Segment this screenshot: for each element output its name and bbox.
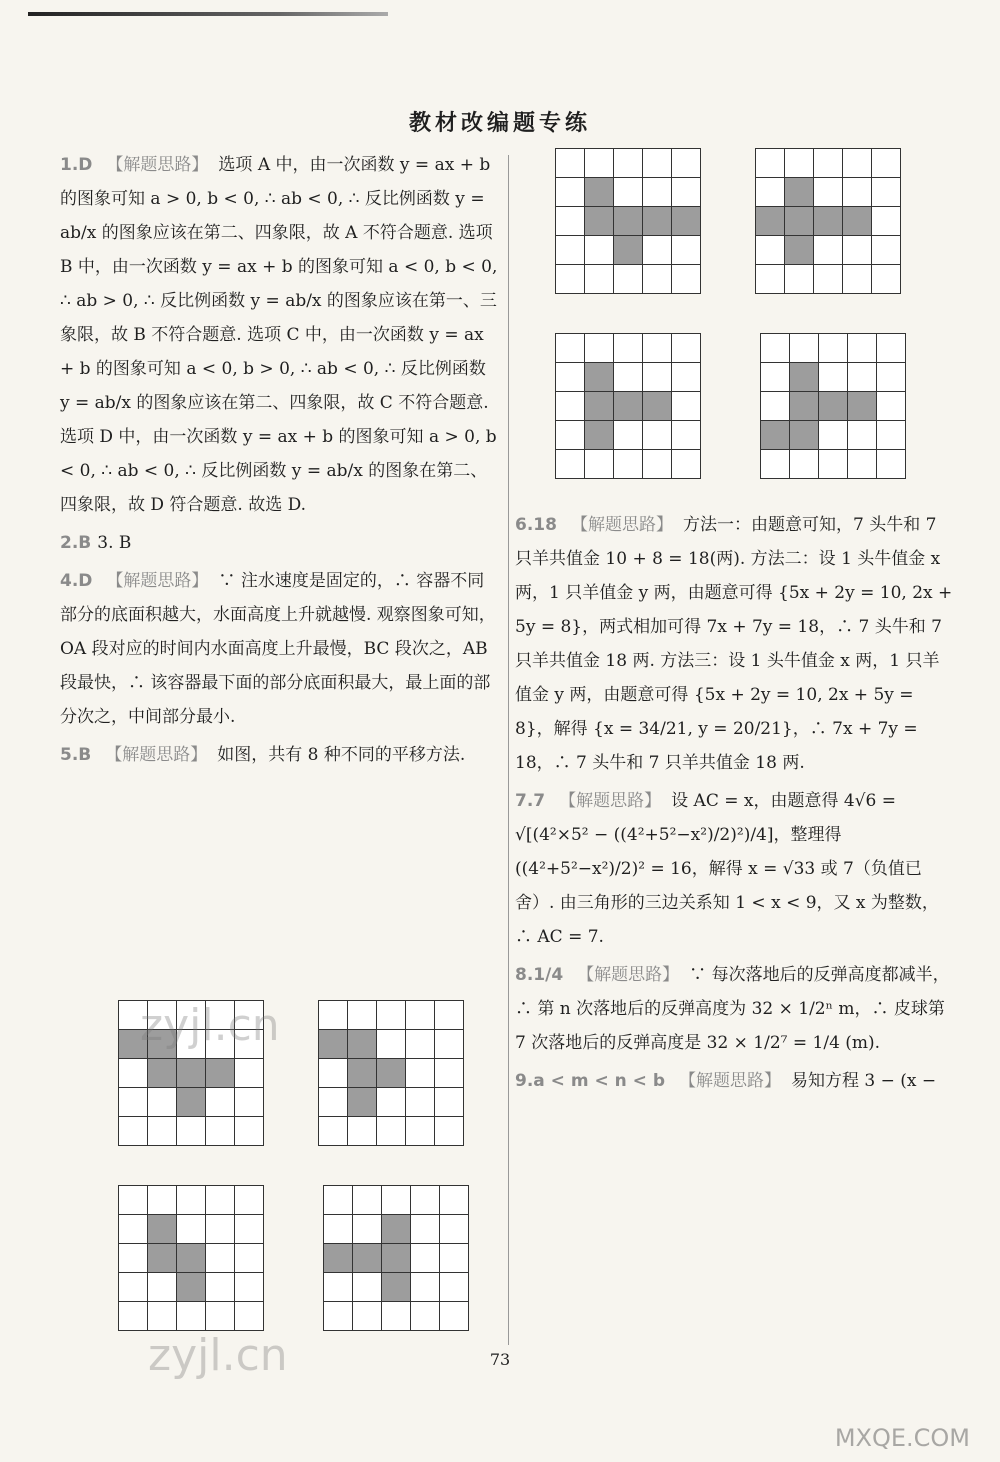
grid-cell (756, 265, 785, 294)
header-rule (28, 12, 388, 16)
grid-cell (614, 450, 643, 479)
grid-cell (672, 334, 701, 363)
grid-cell (440, 1273, 469, 1302)
shaded-cell (785, 178, 814, 207)
shaded-cell (148, 1215, 177, 1244)
grid-cell (319, 1088, 348, 1117)
item-answer: a < m < n < b (533, 1071, 665, 1091)
grid-cell (556, 265, 585, 294)
shaded-cell (790, 363, 819, 392)
grid-cell (672, 363, 701, 392)
answer-item (60, 148, 500, 522)
grid-cell (235, 1244, 264, 1273)
grid-cell (819, 363, 848, 392)
shaded-cell (585, 207, 614, 236)
grid-cell (406, 1030, 435, 1059)
grid-cell (206, 1215, 235, 1244)
grid-cell (324, 1186, 353, 1215)
item-number: 5. (60, 745, 79, 765)
item-tag: 【解题思路】 (570, 515, 673, 535)
grid-cell (206, 1302, 235, 1331)
grid-cell (643, 421, 672, 450)
answer-item (515, 958, 955, 1060)
grid-cell (440, 1302, 469, 1331)
grid-cell (119, 1215, 148, 1244)
shaded-cell (382, 1215, 411, 1244)
grid-cell (643, 236, 672, 265)
grid-cell (235, 1302, 264, 1331)
grid-cell (585, 149, 614, 178)
shaded-cell (382, 1273, 411, 1302)
shaded-cell (382, 1244, 411, 1273)
grid-cell (148, 1186, 177, 1215)
shaded-cell (585, 363, 614, 392)
grid-cell (148, 1088, 177, 1117)
grid-cell (761, 334, 790, 363)
grid-cell (206, 1186, 235, 1215)
grid-cell (814, 178, 843, 207)
item-text: 易知方程 3 − (x − (791, 1071, 937, 1091)
grid-cell (843, 265, 872, 294)
grid-cell (382, 1302, 411, 1331)
grid-cell (119, 1088, 148, 1117)
grid-cell (556, 392, 585, 421)
item-answer: B (78, 745, 92, 765)
grid-cell (324, 1302, 353, 1331)
grid-cell (206, 1244, 235, 1273)
item-tag: 【解题思路】 (106, 571, 209, 591)
grid-cell (556, 421, 585, 450)
shaded-cell (377, 1059, 406, 1088)
grid-cell (324, 1215, 353, 1244)
grid-cell (790, 334, 819, 363)
item-answer: D (78, 571, 93, 591)
grid-cell (206, 1273, 235, 1302)
grid-cell (377, 1088, 406, 1117)
grid-cell (614, 178, 643, 207)
grid-cell (235, 1215, 264, 1244)
grid-cell (643, 450, 672, 479)
grid-cell (353, 1186, 382, 1215)
grid-cell (877, 450, 906, 479)
item-text: ∵ 注水速度是固定的，∴ 容器不同部分的底面积越大，水面高度上升就越慢. 观察图象可知，OA 段对应的时间内水面高度上升最慢，BC 段次之，AB 段最快，∴ 该容器最下面的部分底面积最大，最上面的部分次之，中间部分最小. (60, 571, 496, 727)
grid-cell (819, 421, 848, 450)
grid-cell (119, 1117, 148, 1146)
grid-cell (761, 363, 790, 392)
grid-cell (377, 1030, 406, 1059)
grid-cell (643, 149, 672, 178)
item-text: 方法一：由题意可知，7 头牛和 7 只羊共值金 10 + 8 = 18(两). 方法二：设 1 头牛值金 x 两，1 只羊值金 y 两，由题意可得 {5x + 2y = 10, 2x + 5y = 8}，两式相加可得 7x + 7y = 18，∴ 7 头牛和 7 只羊共值金 18 两. 方法三：设 1 头牛值金 x 两，1 只羊值金 y 两，由题意可得 {5x + 2y = 10, 2x + 5y = 8}，解得 {x = 34/21, y = 20/21}，∴ 7x + 7y = 18，∴ 7 头牛和 7 只羊共值金 18 两. (515, 515, 953, 773)
shaded-cell (319, 1030, 348, 1059)
grid-cell (672, 265, 701, 294)
grid-cell (614, 149, 643, 178)
grid-cell (406, 1001, 435, 1030)
grid-cell (319, 1117, 348, 1146)
grid-cell (435, 1001, 464, 1030)
grid-cell (440, 1244, 469, 1273)
column-divider (508, 155, 509, 1345)
grid-cell (119, 1273, 148, 1302)
grid-cell (319, 1059, 348, 1088)
grid-cell (643, 363, 672, 392)
grid-cell (435, 1059, 464, 1088)
grid-cell (872, 265, 901, 294)
answer-item (515, 508, 955, 780)
grid-cell (614, 363, 643, 392)
grid-cell (672, 178, 701, 207)
answer-item (515, 1064, 955, 1098)
grid-cell (877, 421, 906, 450)
shaded-cell (819, 392, 848, 421)
shaded-cell (206, 1059, 235, 1088)
grid-cell (353, 1273, 382, 1302)
item-tag: 【解题思路】 (106, 155, 209, 175)
shaded-cell (785, 236, 814, 265)
grid-cell (119, 1186, 148, 1215)
grid-cell (848, 421, 877, 450)
grid-cell (556, 363, 585, 392)
shaded-cell (756, 207, 785, 236)
shaded-cell (643, 392, 672, 421)
shaded-cell (348, 1059, 377, 1088)
grid-cell (643, 265, 672, 294)
item-answer: B (78, 533, 92, 553)
shaded-cell (843, 207, 872, 236)
grid-cell (614, 334, 643, 363)
grid-cell (585, 236, 614, 265)
item-tag: 【解题思路】 (559, 791, 662, 811)
grid-cell (556, 450, 585, 479)
grid-cell (872, 207, 901, 236)
grid-cell (319, 1001, 348, 1030)
item-text: 如图，共有 8 种不同的平移方法. (217, 745, 466, 765)
page-number: 73 (489, 1350, 511, 1369)
grid-cell (672, 149, 701, 178)
item-answer: 7 (533, 791, 546, 811)
grid-cell (790, 450, 819, 479)
grid-cell (411, 1302, 440, 1331)
grid-cell (843, 236, 872, 265)
grid-cell (377, 1001, 406, 1030)
grid-cell (353, 1302, 382, 1331)
grid-cell (848, 334, 877, 363)
grid-cell (435, 1117, 464, 1146)
grid-cell (348, 1001, 377, 1030)
grid-cell (614, 265, 643, 294)
translation-grid (755, 148, 901, 294)
shaded-cell (177, 1059, 206, 1088)
translation-grid (555, 333, 701, 479)
grid-cell (672, 421, 701, 450)
grid-cell (672, 236, 701, 265)
grid-cell (119, 1302, 148, 1331)
shaded-cell (324, 1244, 353, 1273)
grid-cell (235, 1117, 264, 1146)
shaded-cell (348, 1030, 377, 1059)
grid-cell (848, 450, 877, 479)
item-number: 6. (515, 515, 534, 535)
grid-cell (819, 334, 848, 363)
grid-cell (877, 334, 906, 363)
grid-cell (235, 1088, 264, 1117)
watermark: MXQE.COM (834, 1424, 970, 1452)
grid-cell (206, 1088, 235, 1117)
grid-cell (406, 1117, 435, 1146)
grid-cell (411, 1186, 440, 1215)
grid-cell (119, 1244, 148, 1273)
grid-cell (206, 1117, 235, 1146)
translation-grid (318, 1000, 464, 1146)
grid-cell (348, 1117, 377, 1146)
grid-cell (556, 178, 585, 207)
item-tag: 【解题思路】 (577, 965, 680, 985)
grid-cell (872, 178, 901, 207)
grid-cell (235, 1273, 264, 1302)
grid-cell (435, 1088, 464, 1117)
item-number: 2. (60, 533, 79, 553)
grid-cell (643, 334, 672, 363)
watermark: zyjl.cn (140, 1000, 280, 1051)
grid-cell (411, 1244, 440, 1273)
translation-grid (118, 1185, 264, 1331)
shaded-cell (790, 421, 819, 450)
answer-item (60, 564, 500, 734)
grid-cell (761, 392, 790, 421)
shaded-cell (177, 1273, 206, 1302)
grid-cell (877, 363, 906, 392)
translation-grid (760, 333, 906, 479)
grid-cell (814, 149, 843, 178)
item-answer: 1/4 (533, 965, 564, 985)
grid-cell (440, 1215, 469, 1244)
grid-cell (819, 450, 848, 479)
grid-cell (672, 392, 701, 421)
item-text: 设 AC = x，由题意得 4√6 = √[(4²×5² − ((4²+5²−x²)/2)²)/4]，整理得 ((4²+5²−x²)/2)² = 16，解得 x = √33 或 7（负值已舍）. 由三角形的三边关系知 1 < x < 9，又 x 为整数，∴ AC = 7. (515, 791, 939, 947)
grid-cell (353, 1215, 382, 1244)
grid-cell (756, 236, 785, 265)
grid-cell (756, 178, 785, 207)
grid-cell (843, 149, 872, 178)
grid-cell (814, 265, 843, 294)
grid-cell (643, 178, 672, 207)
shaded-cell (585, 421, 614, 450)
grid-cell (406, 1088, 435, 1117)
shaded-cell (785, 207, 814, 236)
grid-cell (177, 1215, 206, 1244)
grid-cell (756, 149, 785, 178)
grid-cell (406, 1059, 435, 1088)
shaded-cell (177, 1088, 206, 1117)
grid-cell (585, 334, 614, 363)
grid-cell (440, 1186, 469, 1215)
grid-cell (556, 149, 585, 178)
shaded-cell (614, 207, 643, 236)
grid-cell (411, 1215, 440, 1244)
translation-grid (323, 1185, 469, 1331)
item-number: 7. (515, 791, 534, 811)
shaded-cell (672, 207, 701, 236)
item-answer: D (78, 155, 93, 175)
shaded-cell (348, 1088, 377, 1117)
grid-cell (177, 1186, 206, 1215)
grid-cell (148, 1117, 177, 1146)
answer-item (60, 526, 500, 560)
item-tag: 【解题思路】 (105, 745, 208, 765)
page-title: 教材改编题专练 (408, 111, 591, 136)
shaded-cell (148, 1244, 177, 1273)
shaded-cell (643, 207, 672, 236)
grid-cell (177, 1302, 206, 1331)
item-text: 选项 A 中，由一次函数 y = ax + b 的图象可知 a > 0, b < 0, ∴ ab < 0, ∴ 反比例函数 y = ab/x 的图象应该在第二、四象限，故 A 不符合题意. 选项 B 中，由一次函数 y = ax + b 的图象可知 a < 0, b < 0, ∴ ab > 0, ∴ 反比例函数 y = ab/x 的图象应该在第一、三象限，故 B 不符合题意. 选项 C 中，由一次函数 y = ax + b 的图象可知 a < 0, b > 0, ∴ ab < 0, ∴ 反比例函数 y = ab/x 的图象应该在第二、四象限，故 C 不符合题意. 选项 D 中，由一次函数 y = ax + b 的图象可知 a > 0, b < 0, ∴ ab < 0, ∴ 反比例函数 y = ab/x 的图象在第二、四象限，故 D 符合题意. 故选 D. (60, 155, 498, 515)
shaded-cell (614, 392, 643, 421)
grid-cell (614, 421, 643, 450)
grid-cell (119, 1059, 148, 1088)
item-number: 4. (60, 571, 79, 591)
grid-cell (843, 178, 872, 207)
grid-cell (785, 149, 814, 178)
item-number: 8. (515, 965, 534, 985)
right-column (515, 508, 955, 1102)
item-tag: 【解题思路】 (679, 1071, 781, 1091)
grid-cell (672, 450, 701, 479)
grid-cell (785, 265, 814, 294)
grid-cell (814, 236, 843, 265)
shaded-cell (614, 236, 643, 265)
left-column (60, 148, 500, 776)
translation-figures-bottom (118, 1000, 488, 1340)
grid-cell (148, 1302, 177, 1331)
item-text: 3. B (97, 533, 132, 553)
item-text: ∵ 每次落地后的反弹高度都减半，∴ 第 n 次落地后的反弹高度为 32 × 1/2ⁿ m，∴ 皮球第 7 次落地后的反弹高度是 32 × 1/2⁷ = 1/4 (m). (515, 965, 950, 1053)
shaded-cell (790, 392, 819, 421)
item-number: 1. (60, 155, 79, 175)
shaded-cell (585, 392, 614, 421)
answer-item (60, 738, 500, 772)
grid-cell (556, 207, 585, 236)
answer-item (515, 784, 955, 954)
item-answer: 18 (533, 515, 557, 535)
shaded-cell (848, 392, 877, 421)
grid-cell (435, 1030, 464, 1059)
shaded-cell (585, 178, 614, 207)
item-number: 9. (515, 1071, 534, 1091)
shaded-cell (148, 1059, 177, 1088)
translation-grid (555, 148, 701, 294)
grid-cell (556, 334, 585, 363)
shaded-cell (814, 207, 843, 236)
grid-cell (848, 363, 877, 392)
shaded-cell (177, 1244, 206, 1273)
shaded-cell (761, 421, 790, 450)
grid-cell (148, 1273, 177, 1302)
grid-cell (382, 1186, 411, 1215)
shaded-cell (353, 1244, 382, 1273)
grid-cell (872, 149, 901, 178)
grid-cell (877, 392, 906, 421)
grid-cell (235, 1059, 264, 1088)
grid-cell (872, 236, 901, 265)
grid-cell (177, 1117, 206, 1146)
grid-cell (411, 1273, 440, 1302)
grid-cell (585, 450, 614, 479)
grid-cell (377, 1117, 406, 1146)
watermark: zyjl.cn (148, 1330, 288, 1381)
grid-cell (556, 236, 585, 265)
grid-cell (761, 450, 790, 479)
grid-cell (585, 265, 614, 294)
grid-cell (324, 1273, 353, 1302)
grid-cell (235, 1186, 264, 1215)
translation-figures-top (555, 148, 925, 488)
